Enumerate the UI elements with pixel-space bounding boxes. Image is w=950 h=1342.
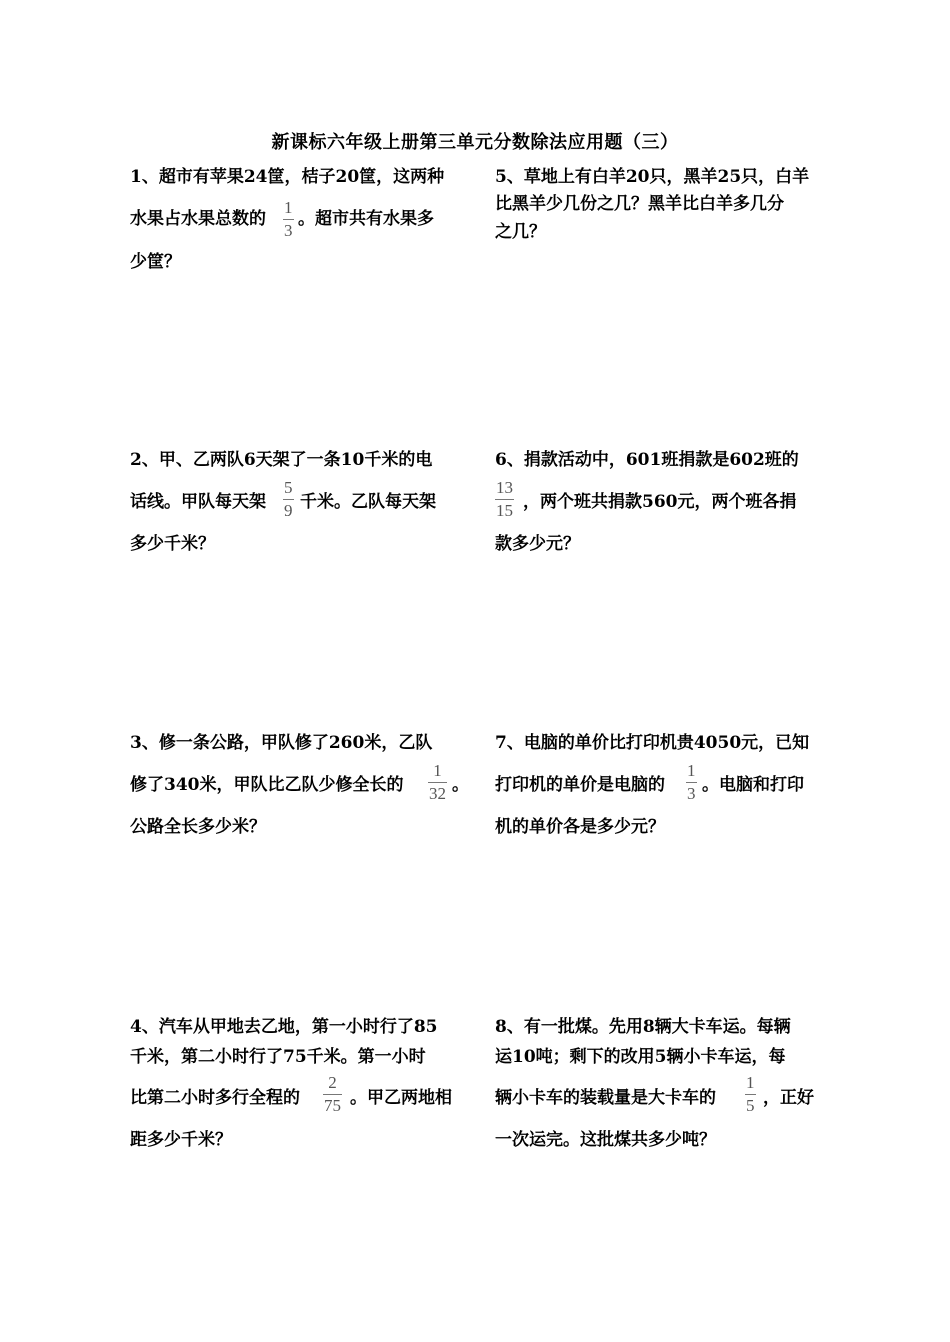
problem-7-fraction [686,761,697,804]
fraction-bar [323,1094,342,1095]
problem-4-line-3b: 。甲乙两地相 [350,1088,452,1108]
problem-1-line-2b: 。超市共有水果多 [298,209,434,229]
fraction-bar [283,219,294,220]
fraction-denominator: 3 [284,221,293,240]
problem-3-line-1: 3、修一条公路，甲队修了260米，乙队 [130,733,433,753]
problem-4-line-2: 千米，第二小时行了75千米。第一小时 [130,1047,426,1067]
fraction-bar [745,1094,756,1095]
fraction-numerator: 1 [284,198,293,217]
fraction-bar [283,499,294,500]
problem-5-line-3: 之几？ [495,222,546,242]
problem-7-line-1: 7、电脑的单价比打印机贵4050元，已知 [495,733,810,753]
fraction-numerator: 1 [687,761,696,780]
page-title: 新课标六年级上册第三单元分数除法应用题（三） [271,132,679,153]
problem-1-line-2a: 水果占水果总数的 [130,209,266,229]
problem-2-line-1: 2、甲、乙两队6天架了一条10千米的电 [130,450,433,470]
problem-2-fraction [283,478,294,521]
problem-6-fraction [495,478,514,521]
problem-6-line-3: 款多少元？ [495,534,580,554]
problem-7-line-2b: 。电脑和打印 [702,775,804,795]
fraction-numerator: 5 [284,478,293,497]
problem-8-line-2: 运10吨；剩下的改用5辆小卡车运，每 [495,1047,786,1067]
problem-7-line-3: 机的单价各是多少元？ [495,817,665,837]
problem-8-line-3a: 辆小卡车的装载量是大卡车的 [495,1088,716,1108]
problem-3-line-2b: 。 [452,775,469,795]
fraction-bar [686,782,697,783]
problem-7-line-2a: 打印机的单价是电脑的 [495,775,665,795]
fraction-denominator: 15 [496,501,513,520]
fraction-denominator: 32 [429,784,446,803]
fraction-denominator: 5 [746,1096,755,1115]
problem-5-line-2: 比黑羊少几份之几？黑羊比白羊多几分 [495,194,784,214]
problem-3-line-3: 公路全长多少米？ [130,817,266,837]
problem-4-line-1: 4、汽车从甲地去乙地，第一小时行了85 [130,1017,438,1037]
problem-2-line-3: 多少千米？ [130,534,215,554]
problem-1-line-1: 1、超市有苹果24筐，桔子20筐，这两种 [130,167,445,187]
problem-2-line-2b: 千米。乙队每天架 [300,492,436,512]
problem-5-line-1: 5、草地上有白羊20只，黑羊25只，白羊 [495,167,810,187]
problem-1-fraction [283,198,294,241]
problem-1-line-3: 少筐？ [130,252,181,272]
problem-4-fraction [323,1073,342,1116]
fraction-numerator: 1 [433,761,442,780]
fraction-bar [495,499,514,500]
problem-8-fraction [745,1073,756,1116]
problem-3-line-2a: 修了340米，甲队比乙队少修全长的 [130,775,404,795]
problem-2-line-2a: 话线。甲队每天架 [130,492,266,512]
fraction-denominator: 9 [284,501,293,520]
problem-8-line-4: 一次运完。这批煤共多少吨？ [495,1130,716,1150]
fraction-numerator: 13 [496,478,513,497]
problem-3-fraction [428,761,447,804]
problem-6-line-2b: ，两个班共捐款560元，两个班各捐 [523,492,797,512]
fraction-denominator: 3 [687,784,696,803]
problem-4-line-3a: 比第二小时多行全程的 [130,1088,300,1108]
problem-6-line-1: 6、捐款活动中，601班捐款是602班的 [495,450,799,470]
fraction-bar [428,782,447,783]
problem-8-line-3b: ，正好 [763,1088,814,1108]
fraction-denominator: 75 [324,1096,341,1115]
problem-4-line-4: 距多少千米？ [130,1130,232,1150]
fraction-numerator: 2 [328,1073,337,1092]
fraction-numerator: 1 [746,1073,755,1092]
problem-8-line-1: 8、有一批煤。先用8辆大卡车运。每辆 [495,1017,791,1037]
